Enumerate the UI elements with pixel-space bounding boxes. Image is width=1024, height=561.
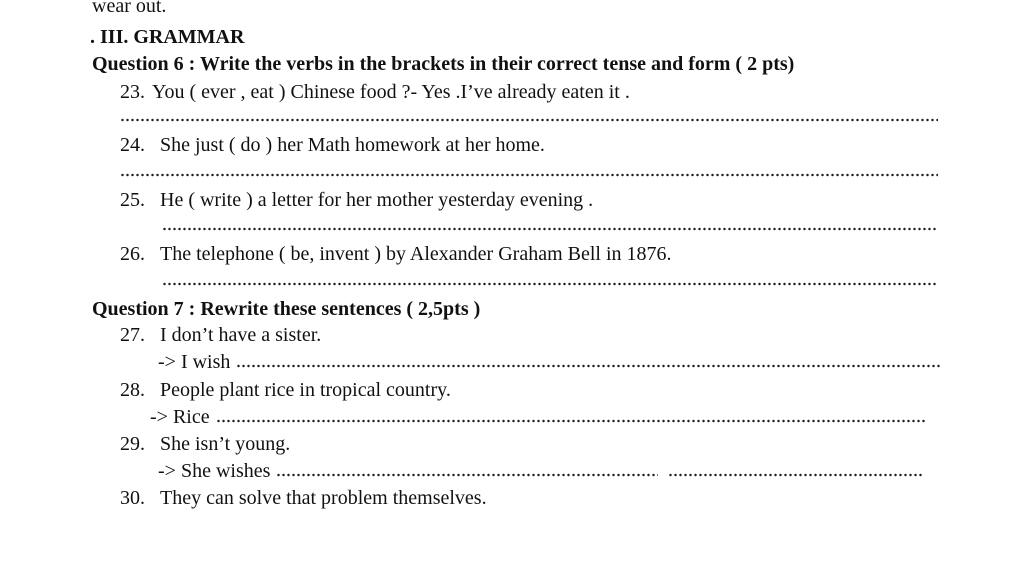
question-28 bbox=[120, 378, 451, 402]
item-number: 25. bbox=[120, 189, 145, 211]
answer-line-27[interactable] bbox=[236, 363, 941, 369]
item-number: 27. bbox=[120, 324, 145, 346]
item-number: 26. bbox=[120, 243, 145, 265]
question-30 bbox=[120, 486, 487, 510]
question-7-title: Question 7 : Rewrite these sentences ( 2,5pts ) bbox=[92, 298, 481, 320]
section-heading: . III. GRAMMAR bbox=[90, 26, 245, 48]
rewrite-29 bbox=[158, 459, 922, 483]
answer-line-24[interactable] bbox=[120, 172, 938, 178]
item-text: She isn’t young. bbox=[160, 433, 291, 455]
rewrite-28 bbox=[150, 405, 925, 429]
item-text: He ( write ) a letter for her mother yesterday evening . bbox=[160, 189, 594, 211]
question-24 bbox=[120, 133, 545, 157]
item-text: She just ( do ) her Math homework at her home. bbox=[160, 134, 545, 156]
rewrite-prompt: -> I wish bbox=[158, 351, 231, 373]
answer-line-23[interactable] bbox=[120, 117, 938, 123]
item-text: You ( ever , eat ) Chinese food ?- Yes .I’ve already eaten it . bbox=[152, 81, 630, 103]
answer-line-29a[interactable] bbox=[276, 472, 658, 478]
question-29 bbox=[120, 432, 290, 456]
rewrite-27 bbox=[158, 350, 941, 374]
answer-line-26[interactable] bbox=[162, 281, 938, 287]
item-text: They can solve that problem themselves. bbox=[160, 487, 487, 509]
question-27 bbox=[120, 323, 321, 347]
rewrite-prompt: -> Rice bbox=[150, 406, 210, 428]
question-26 bbox=[120, 242, 672, 266]
answer-line-29b[interactable] bbox=[668, 472, 922, 478]
item-number: 24. bbox=[120, 134, 145, 156]
item-text: The telephone ( be, invent ) by Alexander Graham Bell in 1876. bbox=[160, 243, 672, 265]
question-6-title: Question 6 : Write the verbs in the brackets in their correct tense and form ( 2 pts) bbox=[92, 53, 795, 75]
question-25 bbox=[120, 188, 593, 212]
item-number: 28. bbox=[120, 379, 145, 401]
answer-line-25[interactable] bbox=[162, 226, 938, 232]
item-text: People plant rice in tropical country. bbox=[160, 379, 451, 401]
question-23 bbox=[120, 80, 630, 104]
rewrite-prompt: -> She wishes bbox=[158, 460, 271, 482]
item-number: 23. bbox=[120, 81, 145, 103]
item-number: 30. bbox=[120, 487, 145, 509]
item-text: I don’t have a sister. bbox=[160, 324, 322, 346]
answer-line-28[interactable] bbox=[216, 418, 925, 424]
previous-line-fragment: wear out. bbox=[92, 0, 167, 17]
item-number: 29. bbox=[120, 433, 145, 455]
